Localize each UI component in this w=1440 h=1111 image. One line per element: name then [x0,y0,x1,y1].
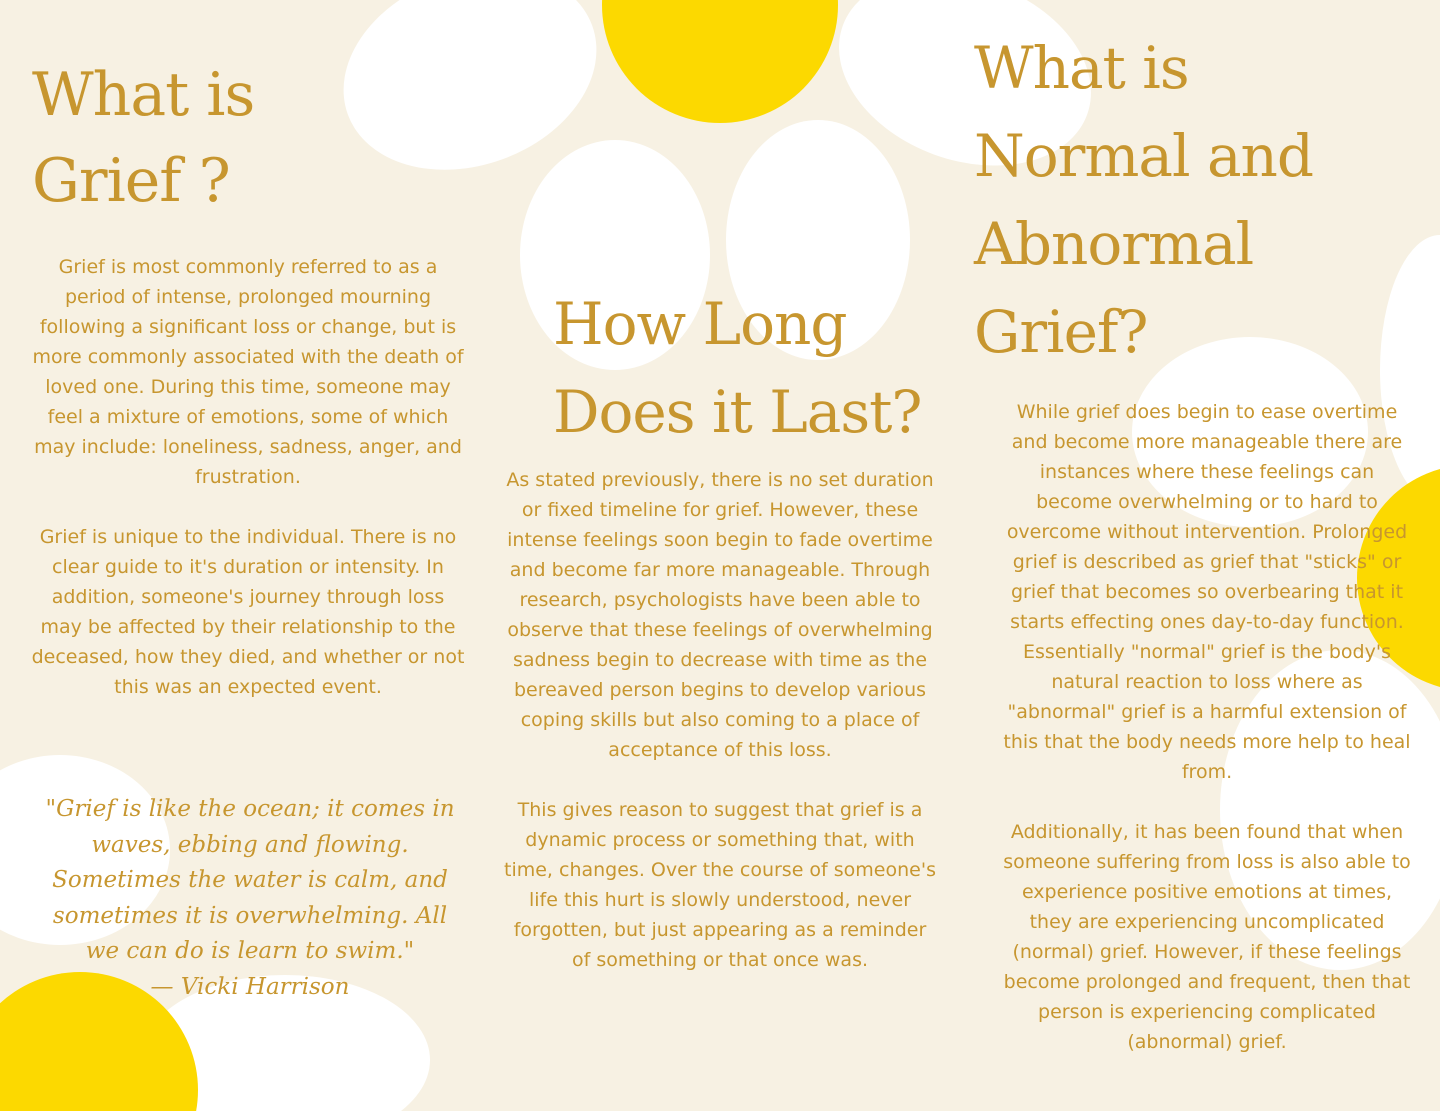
grief-quote [40,792,460,1005]
body-what-is-grief: Grief is most commonly referred to as a period of intense, prolonged mourning following a significant loss or change, but is more commonly associated with the death of loved one. During this time, someone may feel a mixture of emotions, some of which may include: loneliness, sadness, anger, and frustration. Grief is unique to the individual. There is no clear guide to it's duration or intensity. In addition, someone's journey through loss may be affected by their relationship to the deceased, how they died, and whether or not this was an expected event. [31,256,465,698]
top-daisy-center [602,0,838,123]
body-how-long-does-it-last: As stated previously, there is no set duration or fixed timeline for grief. However, these intense feelings soon begin to fade overtime and become far more manageable. Through research, psychologists have been able to observe that these feelings of overwhelming sadness begin to decrease with time as the bereaved person begins to develop various coping skills but also coming to a place of acceptance of this loss. This gives reason to suggest that grief is a dynamic process or something that, with time, changes. Over the course of someone's life this hurt is slowly understood, never forgotten, but just appearing as a reminder of something or that once was. [504,469,936,971]
heading-how-long-does-it-last: How Long Does it Last? [553,290,922,446]
heading-what-is-grief: What is Grief ? [32,60,255,216]
body-normal-abnormal-grief: While grief does begin to ease overtime and become more manageable there are instances where these feelings can become overwhelming or to hard to overcome without intervention. Prolonged grief is described as grief that "sticks" or grief that becomes so overbearing that it starts effecting ones day-to-day function. Essentially "normal" grief is the body's natural reaction to loss where as "abnormal" grief is a harmful extension of this that the body needs more help to heal from. Additionally, it has been found that when someone suffering from loss is also able to experience positive emotions at times, they are experiencing uncomplicated (normal) grief. However, if these feelings become prolonged and frequent, then that person is experiencing complicated (abnormal) grief. [1003,401,1411,1053]
quote-text: "Grief is like the ocean; it comes in waves, ebbing and flowing. Sometimes the water is calm, and sometimes it is overwhelming. All we can do is learn to swim." [45,796,455,964]
quote-author: — Vicki Harrison [150,973,350,1000]
heading-normal-abnormal-grief: What is Normal and Abnormal Grief? [974,34,1314,366]
